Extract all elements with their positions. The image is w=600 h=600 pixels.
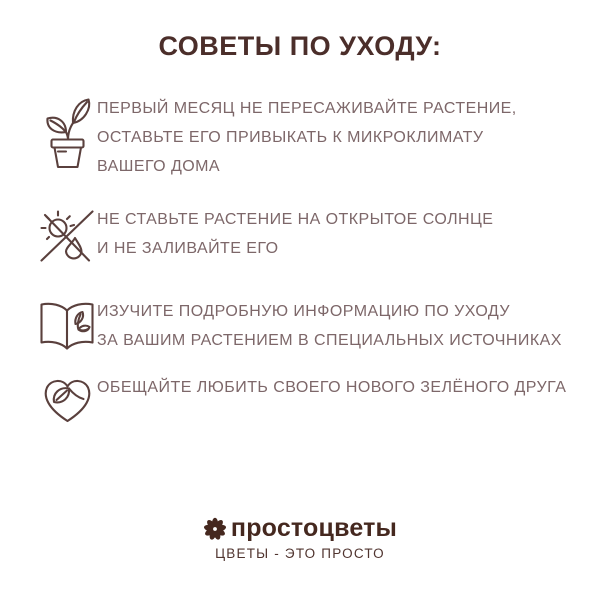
tip-icon-cell (37, 296, 97, 352)
tip-text-line: ИЗУЧИТЕ ПОДРОБНУЮ ИНФОРМАЦИЮ ПО УХОДУ (97, 303, 510, 320)
heart-leaf-icon (39, 373, 96, 425)
tip-learn-more (0, 296, 600, 355)
tip-text-line: ЗА ВАШИМ РАСТЕНИЕМ В СПЕЦИАЛЬНЫХ ИСТОЧНИКАХ (97, 332, 562, 349)
tip-text-line: ОСТАВЬТЕ ЕГО ПРИВЫКАТЬ К МИКРОКЛИМАТУ (97, 129, 484, 146)
tip-text (97, 296, 562, 355)
tip-icon-cell (37, 93, 97, 169)
tip-text-line: ОБЕЩАЙТЕ ЛЮБИТЬ СВОЕГО НОВОГО ЗЕЛЁНОГО ДРУГА (97, 379, 567, 396)
flower-logo-icon (203, 517, 227, 541)
tip-icon-cell (37, 204, 97, 265)
tip-no-direct-sun (0, 204, 600, 265)
tip-text-line: ВАШЕГО ДОМА (97, 158, 221, 175)
footer (0, 514, 600, 561)
plant-pot-icon (40, 95, 94, 169)
open-book-leaf-icon (38, 300, 96, 352)
no-sun-no-water-icon (37, 207, 97, 265)
tip-text-line: ПЕРВЫЙ МЕСЯЦ НЕ ПЕРЕСАЖИВАЙТЕ РАСТЕНИЕ, (97, 100, 517, 117)
tip-icon-cell (37, 372, 97, 425)
tip-text (97, 372, 566, 402)
tip-text (97, 93, 517, 181)
tip-text-line: НЕ СТАВЬТЕ РАСТЕНИЕ НА ОТКРЫТОЕ СОЛНЦЕ (97, 211, 494, 228)
tip-repotting (0, 93, 600, 181)
tip-text-line: И НЕ ЗАЛИВАЙТЕ ЕГО (97, 240, 279, 257)
brand-row (0, 514, 600, 543)
tip-love-plant (0, 372, 600, 425)
page-title: СОВЕТЫ ПО УХОДУ: (158, 31, 442, 61)
care-tips-list (0, 93, 600, 425)
brand-tagline: ЦВЕТЫ - ЭТО ПРОСТО (215, 546, 385, 561)
tip-text (97, 204, 493, 263)
brand-name: простоцветы (230, 514, 398, 542)
